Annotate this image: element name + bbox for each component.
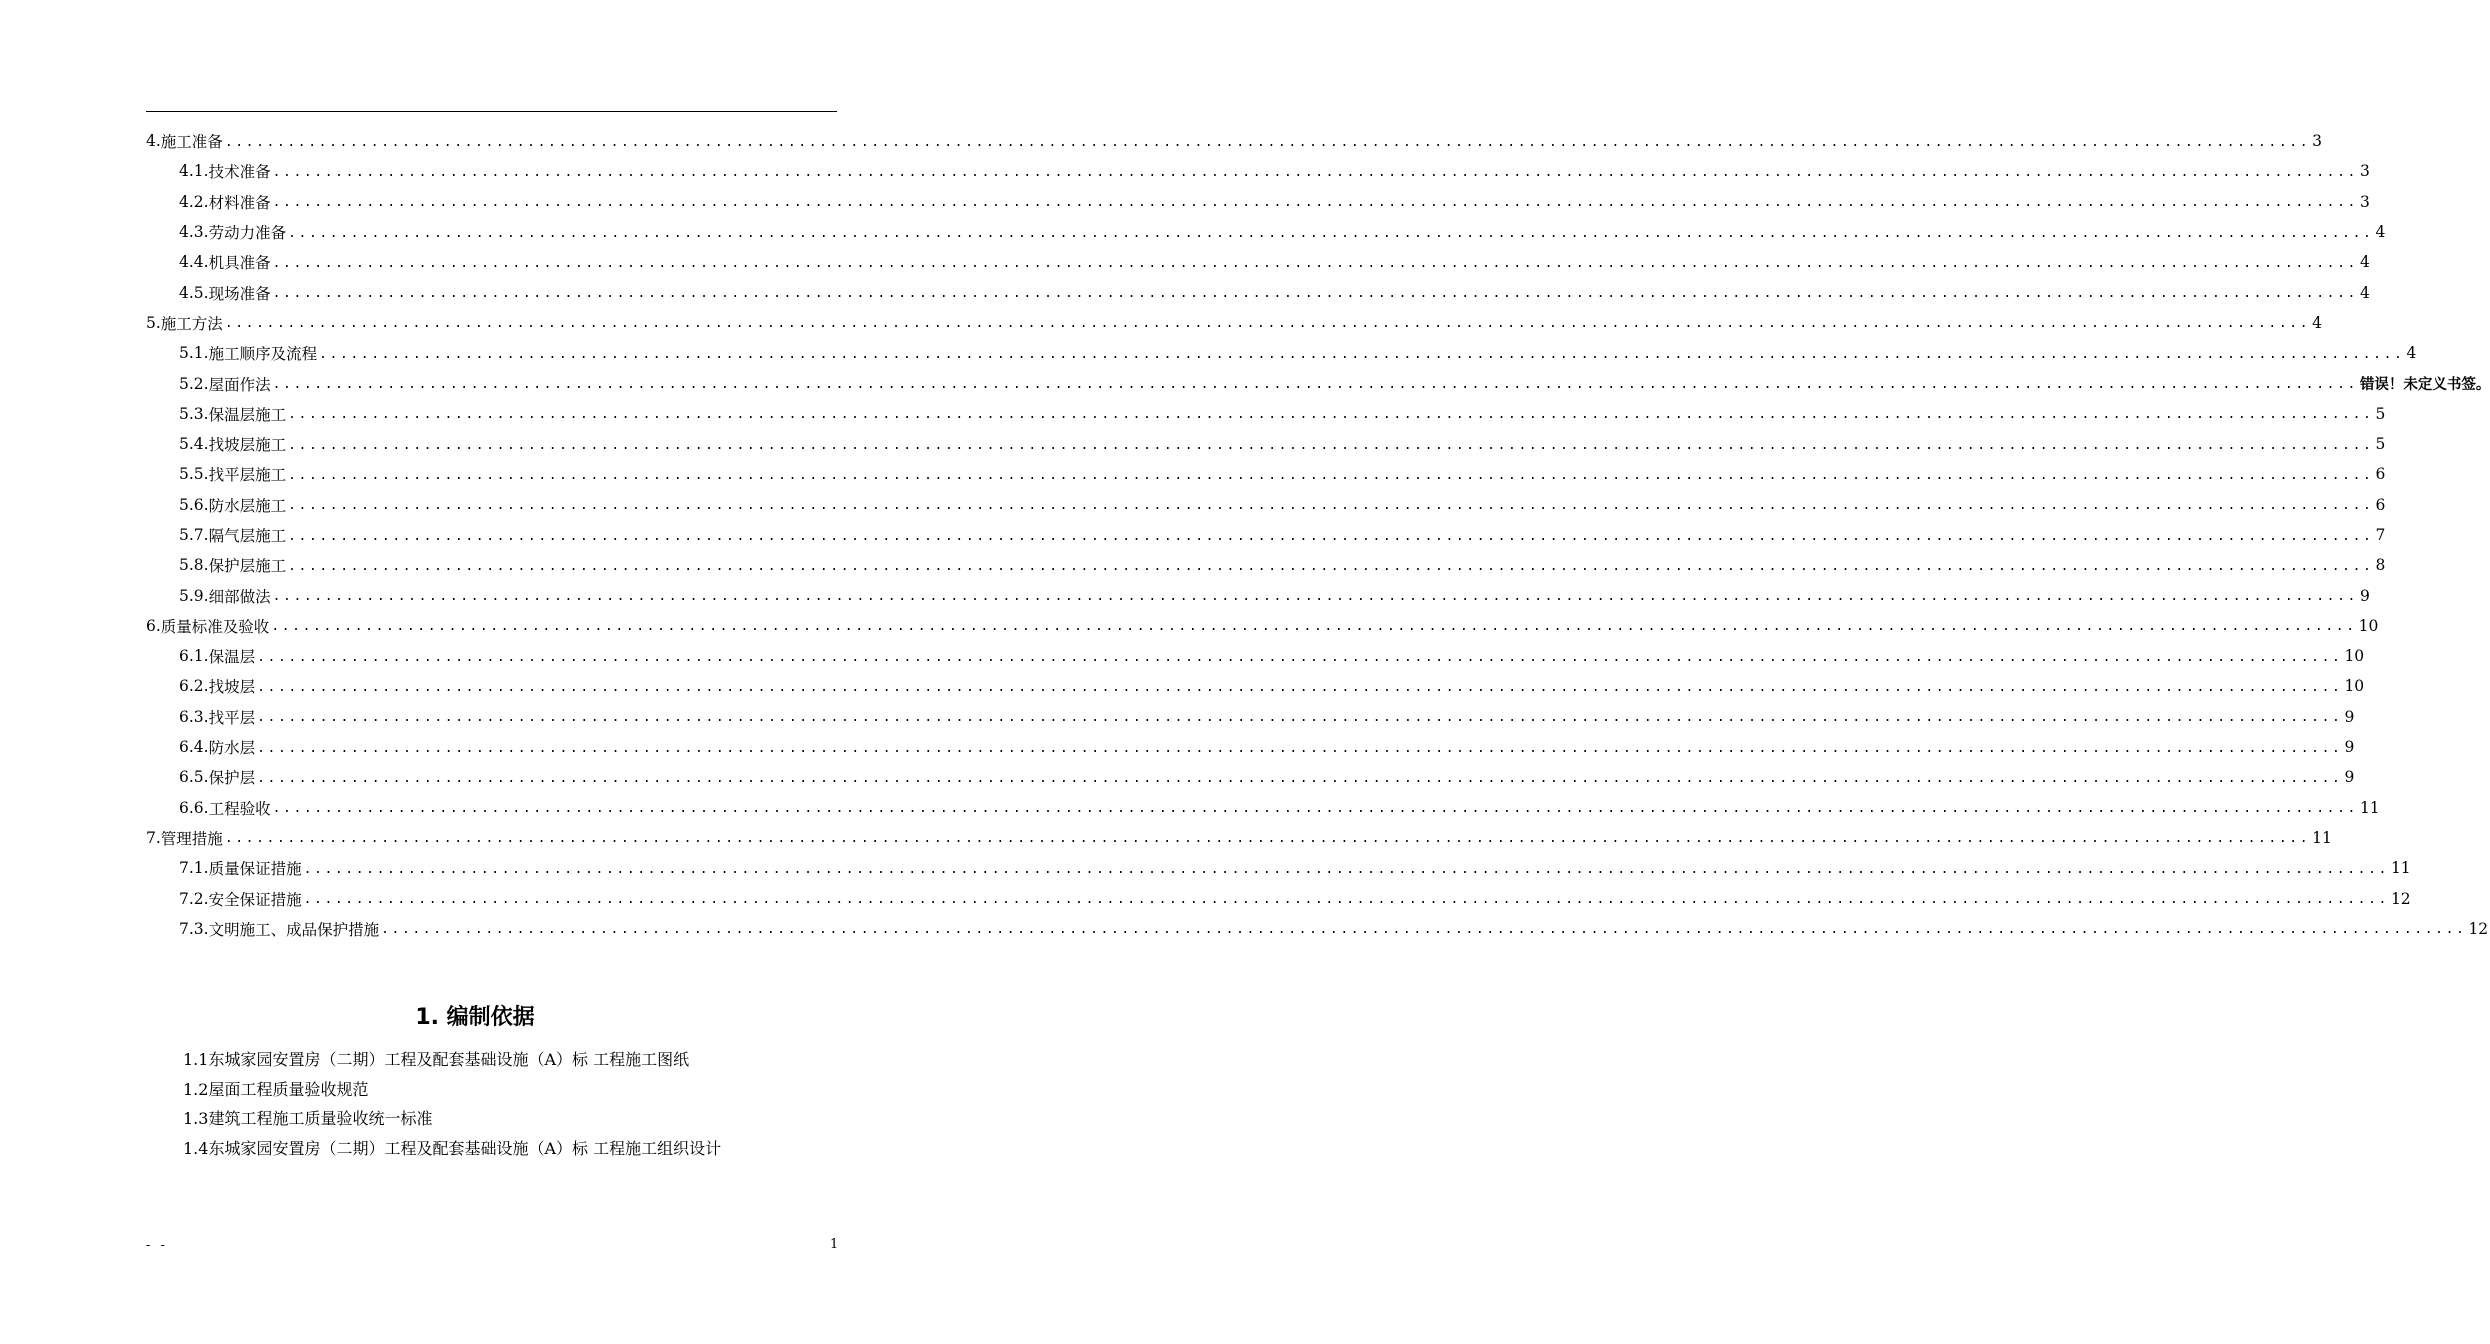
- toc-entry-number: 5.2.: [179, 374, 209, 393]
- toc-entry-page: 12: [2390, 889, 2411, 908]
- page-number: 1: [830, 1237, 839, 1252]
- toc-entry-number: 6.1.: [179, 647, 209, 666]
- toc-entry-number: 6.6.: [179, 798, 209, 817]
- toc-entry-page: 11: [2359, 798, 2380, 817]
- toc-entry-number: 7.2.: [179, 889, 209, 908]
- toc-entry-number: 5.1.: [179, 344, 209, 363]
- toc-entry-number: 5.9.: [179, 586, 209, 605]
- toc-entry-title: 施工准备: [160, 133, 223, 152]
- toc-entry-number: 6.3.: [179, 707, 209, 726]
- toc-entry-page: 6: [2375, 465, 2386, 484]
- toc-entry[interactable]: [146, 762, 2355, 792]
- toc-entry-number: 7.: [146, 828, 161, 847]
- toc-entry-title: 找平层施工: [208, 466, 287, 485]
- toc-entry-page: 4: [2375, 223, 2386, 242]
- toc-entry-page: 5: [2375, 404, 2386, 423]
- toc-dot-leader: ........................................................................................................................................................................................................: [288, 498, 2374, 514]
- toc-entry[interactable]: [146, 550, 2386, 580]
- toc-entry-title: 管理措施: [160, 829, 223, 848]
- toc-entry-page: 11: [2390, 859, 2411, 878]
- toc-entry[interactable]: [146, 459, 2386, 489]
- toc-entry-number: 5.5.: [179, 465, 209, 484]
- toc-entry-number: 6.4.: [179, 738, 209, 757]
- toc-dot-leader: ........................................................................................................................................................................................................: [257, 649, 2343, 665]
- toc-entry-number: 5.3.: [179, 404, 209, 423]
- toc-entry-number: 4.: [146, 132, 161, 151]
- toc-entry-page: 6: [2375, 495, 2386, 514]
- toc-entry[interactable]: [146, 126, 2323, 156]
- toc-entry[interactable]: [146, 308, 2323, 338]
- toc-entry-page: 9: [2344, 738, 2355, 757]
- toc-entry-page: 7: [2375, 526, 2386, 544]
- toc-entry-title: 技术准备: [208, 163, 271, 182]
- toc-entry-page: 9: [2344, 768, 2355, 787]
- toc-entry-title: 现场准备: [208, 284, 271, 303]
- toc-entry[interactable]: [146, 277, 2370, 307]
- reference-item: 1.1东城家园安置房（二期）工程及配套基础设施（A）标 工程施工图纸: [183, 1050, 690, 1069]
- toc-entry-title: 质量保证措施: [208, 860, 302, 879]
- toc-dot-leader: ........................................................................................................................................................................................................: [272, 589, 2358, 605]
- toc-entry-page: 9: [2359, 586, 2370, 605]
- toc-dot-leader: ........................................................................................................................................................................................................: [257, 710, 2343, 726]
- toc-entry[interactable]: [146, 580, 2370, 610]
- toc-entry-number: 6.2.: [179, 677, 209, 696]
- toc-entry[interactable]: [146, 338, 2417, 368]
- toc-dot-leader: ........................................................................................................................................................................................................: [224, 134, 2311, 150]
- toc-entry-number: 4.4.: [179, 253, 209, 272]
- toc-entry[interactable]: [146, 641, 2365, 671]
- toc-entry-title: 防水层施工: [208, 496, 287, 515]
- toc-entry[interactable]: [146, 399, 2386, 429]
- toc-entry-page: 8: [2375, 556, 2386, 575]
- toc-dot-leader: ........................................................................................................................................................................................................: [272, 377, 2358, 393]
- reference-list: [183, 1045, 863, 1163]
- toc-entry-number: 7.1.: [179, 859, 209, 878]
- toc-dot-leader: ........................................................................................................................................................................................................: [272, 195, 2358, 211]
- header-rule: [146, 111, 837, 112]
- toc-dot-leader: ........................................................................................................................................................................................................: [303, 892, 2389, 908]
- toc-entry-number: 5.8.: [179, 556, 209, 575]
- toc-dot-leader: ........................................................................................................................................................................................................: [303, 861, 2389, 877]
- toc-entry-title: 找平层: [208, 708, 256, 727]
- toc-entry-title: 施工方法: [160, 314, 223, 333]
- toc-entry-page: 11: [2312, 828, 2332, 847]
- toc-entry[interactable]: [146, 520, 2386, 550]
- toc-entry-title: 文明施工、成品保护措施: [208, 920, 380, 939]
- toc-entry-title: 找坡层: [208, 678, 256, 697]
- toc-dot-leader: ........................................................................................................................................................................................................: [257, 679, 2343, 695]
- toc-entry-page: 4: [2312, 313, 2323, 332]
- toc-entry[interactable]: [146, 217, 2386, 247]
- toc-entry-title: 施工顺序及流程: [208, 345, 318, 364]
- toc-entry-page: 4: [2359, 283, 2370, 302]
- toc-entry-title: 保温层: [208, 648, 256, 667]
- toc-dot-leader: ........................................................................................................................................................................................................: [288, 467, 2374, 483]
- toc-entry-title: 防水层: [208, 739, 256, 758]
- toc-entry[interactable]: [146, 187, 2370, 217]
- toc-entry-title: 保护层施工: [208, 557, 287, 576]
- toc-entry-title: 质量标准及验收: [160, 617, 270, 636]
- toc-entry[interactable]: [146, 247, 2370, 277]
- toc-dot-leader: ........................................................................................................................................................................................................: [257, 740, 2343, 756]
- toc-entry[interactable]: [146, 156, 2370, 186]
- toc-entry[interactable]: [146, 883, 2411, 913]
- toc-dot-leader: ........................................................................................................................................................................................................: [288, 558, 2374, 574]
- toc-dot-leader: ........................................................................................................................................................................................................: [288, 437, 2374, 453]
- toc-entry-number: 5.6.: [179, 495, 209, 514]
- toc-entry-page: 3: [2312, 132, 2323, 151]
- table-of-contents: [146, 126, 2490, 944]
- toc-dot-leader: ........................................................................................................................................................................................................: [272, 801, 2358, 817]
- toc-dot-leader: ........................................................................................................................................................................................................: [381, 922, 2467, 938]
- toc-entry[interactable]: [146, 914, 2489, 944]
- toc-entry-number: 6.5.: [179, 768, 209, 787]
- toc-dot-leader: ........................................................................................................................................................................................................: [272, 255, 2358, 271]
- toc-entry[interactable]: [146, 853, 2411, 883]
- toc-entry-page: 10: [2358, 616, 2379, 635]
- toc-entry-page: 5: [2375, 435, 2386, 454]
- toc-entry[interactable]: [146, 823, 2332, 853]
- toc-entry[interactable]: [146, 611, 2379, 641]
- toc-entry[interactable]: [146, 429, 2386, 459]
- toc-entry-page: 4: [2406, 344, 2417, 363]
- toc-entry-title: 工程验收: [208, 799, 271, 818]
- toc-entry-title: 细部做法: [208, 587, 271, 606]
- reference-item: 1.2屋面工程质量验收规范: [183, 1079, 369, 1099]
- toc-entry-number: 4.1.: [179, 162, 209, 181]
- toc-entry-title: 劳动力准备: [208, 224, 287, 243]
- reference-item: 1.3建筑工程施工质量验收统一标准: [183, 1109, 433, 1128]
- toc-entry-title: 保温层施工: [208, 405, 287, 424]
- toc-entry-number: 4.5.: [179, 283, 209, 302]
- toc-entry-number: 5.7.: [179, 526, 209, 544]
- toc-entry[interactable]: [146, 732, 2355, 762]
- toc-dot-leader: ........................................................................................................................................................................................................: [271, 619, 2357, 635]
- toc-entry-number: 6.: [146, 616, 161, 635]
- toc-entry-number: 5.4.: [179, 435, 209, 454]
- toc-entry-page: 3: [2359, 162, 2370, 181]
- reference-item: 1.4东城家园安置房（二期）工程及配套基础设施（A）标 工程施工组织设计: [183, 1138, 722, 1158]
- toc-dot-leader: ........................................................................................................................................................................................................: [257, 770, 2343, 786]
- section-heading: 1. 编制依据: [415, 1005, 535, 1030]
- footer-marker: - -: [146, 1238, 168, 1253]
- toc-dot-leader: ........................................................................................................................................................................................................: [319, 346, 2405, 362]
- toc-entry-page: 9: [2344, 707, 2355, 726]
- toc-dot-leader: ........................................................................................................................................................................................................: [224, 831, 2311, 847]
- toc-entry-title: 材料准备: [208, 193, 271, 212]
- toc-entry-page: 10: [2344, 677, 2365, 696]
- toc-dot-leader: ........................................................................................................................................................................................................: [224, 316, 2311, 332]
- toc-dot-leader: ........................................................................................................................................................................................................: [288, 407, 2374, 423]
- toc-entry-title: 保护层: [208, 769, 256, 788]
- toc-entry-title: 安全保证措施: [208, 890, 302, 909]
- toc-entry-number: 4.2.: [179, 192, 209, 211]
- toc-entry-title: 屋面作法: [208, 375, 271, 394]
- toc-bookmark-error: 错误！未定义书签。: [2359, 377, 2490, 394]
- toc-dot-leader: ........................................................................................................................................................................................................: [288, 528, 2374, 544]
- toc-entry[interactable]: [146, 368, 2490, 398]
- toc-entry[interactable]: [146, 702, 2355, 732]
- toc-entry-title: 隔气层施工: [208, 527, 287, 545]
- toc-entry-number: 7.3.: [179, 919, 209, 938]
- toc-dot-leader: ........................................................................................................................................................................................................: [272, 286, 2358, 302]
- toc-entry-title: 找坡层施工: [208, 436, 287, 455]
- toc-entry-page: 4: [2359, 253, 2370, 272]
- toc-entry-number: 5.: [146, 313, 161, 332]
- toc-dot-leader: ........................................................................................................................................................................................................: [272, 164, 2358, 180]
- toc-entry-number: 4.3.: [179, 223, 209, 242]
- toc-entry[interactable]: [146, 793, 2380, 823]
- toc-entry[interactable]: [146, 490, 2386, 520]
- toc-entry-title: 机具准备: [208, 254, 271, 273]
- toc-dot-leader: ........................................................................................................................................................................................................: [288, 225, 2374, 241]
- toc-entry-page: 10: [2344, 647, 2365, 666]
- toc-entry-page: 12: [2468, 919, 2489, 938]
- toc-entry[interactable]: [146, 671, 2365, 701]
- toc-entry-page: 3: [2359, 192, 2370, 211]
